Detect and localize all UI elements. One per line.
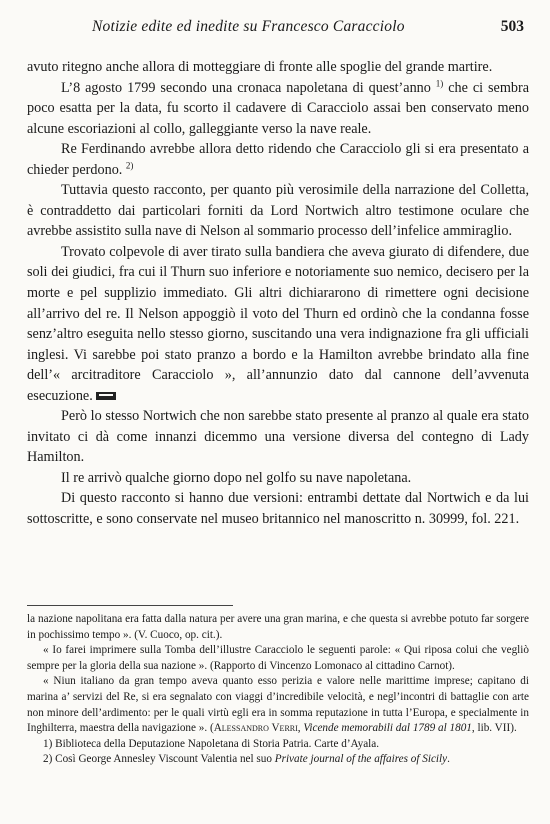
footnote-ref-1: 1) xyxy=(435,77,444,88)
footnote-2-end: . xyxy=(447,753,450,766)
footnote-2-title: Private journal of the affaires of Sicily xyxy=(274,753,448,766)
paragraph-3 xyxy=(27,139,529,180)
paragraph-8: Di questo racconto si hanno due versioni: entrambi dettate dal Nortwich e da lui sottoscritte, e sono conservate nel museo britannico nel manoscritto n. 30999, fol. 221. xyxy=(27,490,529,528)
footnote-verri-text: « Niun italiano da gran tempo aveva quanto esso perizia e valore nelle marittime imprese; capitano di marina a’ servizi del Re, si era segnalato con viaggi d’incredibile velocità, e negl’incontri di battaglie con arte non minore dell’ardimento: per le quali virtù egli era in somma reputazione in tutta l’Europa, e specialmente in Inghilterra, maestra della navigazione ». ( xyxy=(27,675,529,735)
footnote-verri xyxy=(27,674,529,736)
footnote-1 xyxy=(27,737,529,753)
paragraph-5-text: Trovato colpevole di aver tirato sulla bandiera che aveva giurato di difendere, due soli dei giudici, fra cui il Thurn suo inferiore e notoriamente suo nemico, decisero per la morte e pel supplizio immediato. Gli altri dichiararono di rimettere ogni decisione all’arrivo del re. Il Nelson appoggiò il voto del Thurn ed ordinò che la condanna fosse senz’altro eseguita nello stesso giorno, suscitando una vera indignazione fra gli ufficiali inglesi. Vi sarebbe poi stato pranzo a bordo e la Hamilton avrebbe brindato alla fine dell’« arcitraditore Caracciolo », all’annunzio dato dal cannone dell’avvenuta esecuzione. xyxy=(27,243,529,404)
footnote-verri-end: , lib. VII). xyxy=(471,722,517,735)
footnote-divider xyxy=(27,605,233,606)
footnote-verri-sep: , xyxy=(297,722,304,735)
footnote-lomonaco: « Io farei imprimere sulla Tomba dell’illustre Caracciolo le seguenti parole: « Qui riposa colui che vegliò sempre per la gloria della sua nazione ». (Rapporto di Vincenzo Lomonaco al cittadino Carnot). xyxy=(27,644,529,672)
page-number: 503 xyxy=(500,18,524,35)
footnote-2 xyxy=(27,752,529,768)
footnotes xyxy=(27,612,529,768)
paragraph-4: Tuttavia questo racconto, per quanto più verosimile della narrazione del Colletta, è contraddetto dai particolari forniti da Lord Nortwich altro testimone oculare che avrebbe assistito sulla nave di Nelson al sommario processo dell’infelice ammiraglio. xyxy=(27,182,529,240)
footnote-2-text: Così George Annesley Viscount Valentia nel suo xyxy=(52,753,275,766)
footnote-1-mark: 1) xyxy=(43,737,53,750)
paragraph-1: avuto ritegno anche allora di motteggiare di fronte alle spoglie del grande martire. xyxy=(27,59,493,75)
footnote-verri-author: Alessandro Verri xyxy=(213,722,298,735)
printer-mark-icon xyxy=(95,390,117,402)
paragraph-6: Però lo stesso Nortwich che non sarebbe stato presente al pranzo al quale era stato invitato ci dà come innanzi dicemmo una versione diversa del contegno di Lady Hamilton. xyxy=(27,408,529,466)
footnote-ref-2: 2) xyxy=(125,160,134,170)
footnote-1-text: Biblioteca della Deputazione Napoletana di Storia Patria. Carte d’Ayala. xyxy=(52,737,380,750)
paragraph-2-text-a: L’8 agosto 1799 secondo una cronaca napoletana di quest’anno xyxy=(61,79,436,96)
paragraph-2 xyxy=(27,78,529,140)
main-text xyxy=(27,57,529,530)
paragraph-2-text-b: che ci sembra poco esatta per la data, fu scorto il cadavere di Caracciolo assai ben conservato meno alcune escoriazioni al collo, galleggiante verso la nave reale. xyxy=(27,79,529,137)
footnote-continued: la nazione napolitana era fatta dalla natura per avere una gran marina, e che questa si avrebbe potuto far sorgere in pochissimo tempo ». (V. Cuoco, op. cit.). xyxy=(27,613,529,641)
paragraph-5 xyxy=(27,242,529,406)
running-title: Notizie edite ed inedite su Francesco Caracciolo xyxy=(92,18,405,35)
paragraph-7: Il re arrivò qualche giorno dopo nel golfo su nave napoletana. xyxy=(61,469,412,486)
paragraph-3-text: Re Ferdinando avrebbe allora detto ridendo che Caracciolo gli si era presentato a chieder perdono. xyxy=(27,141,529,178)
footnote-verri-title: Vicende memorabili dal 1789 al 1801 xyxy=(303,722,472,735)
footnote-2-mark: 2) xyxy=(43,753,53,766)
page-header xyxy=(92,18,524,38)
